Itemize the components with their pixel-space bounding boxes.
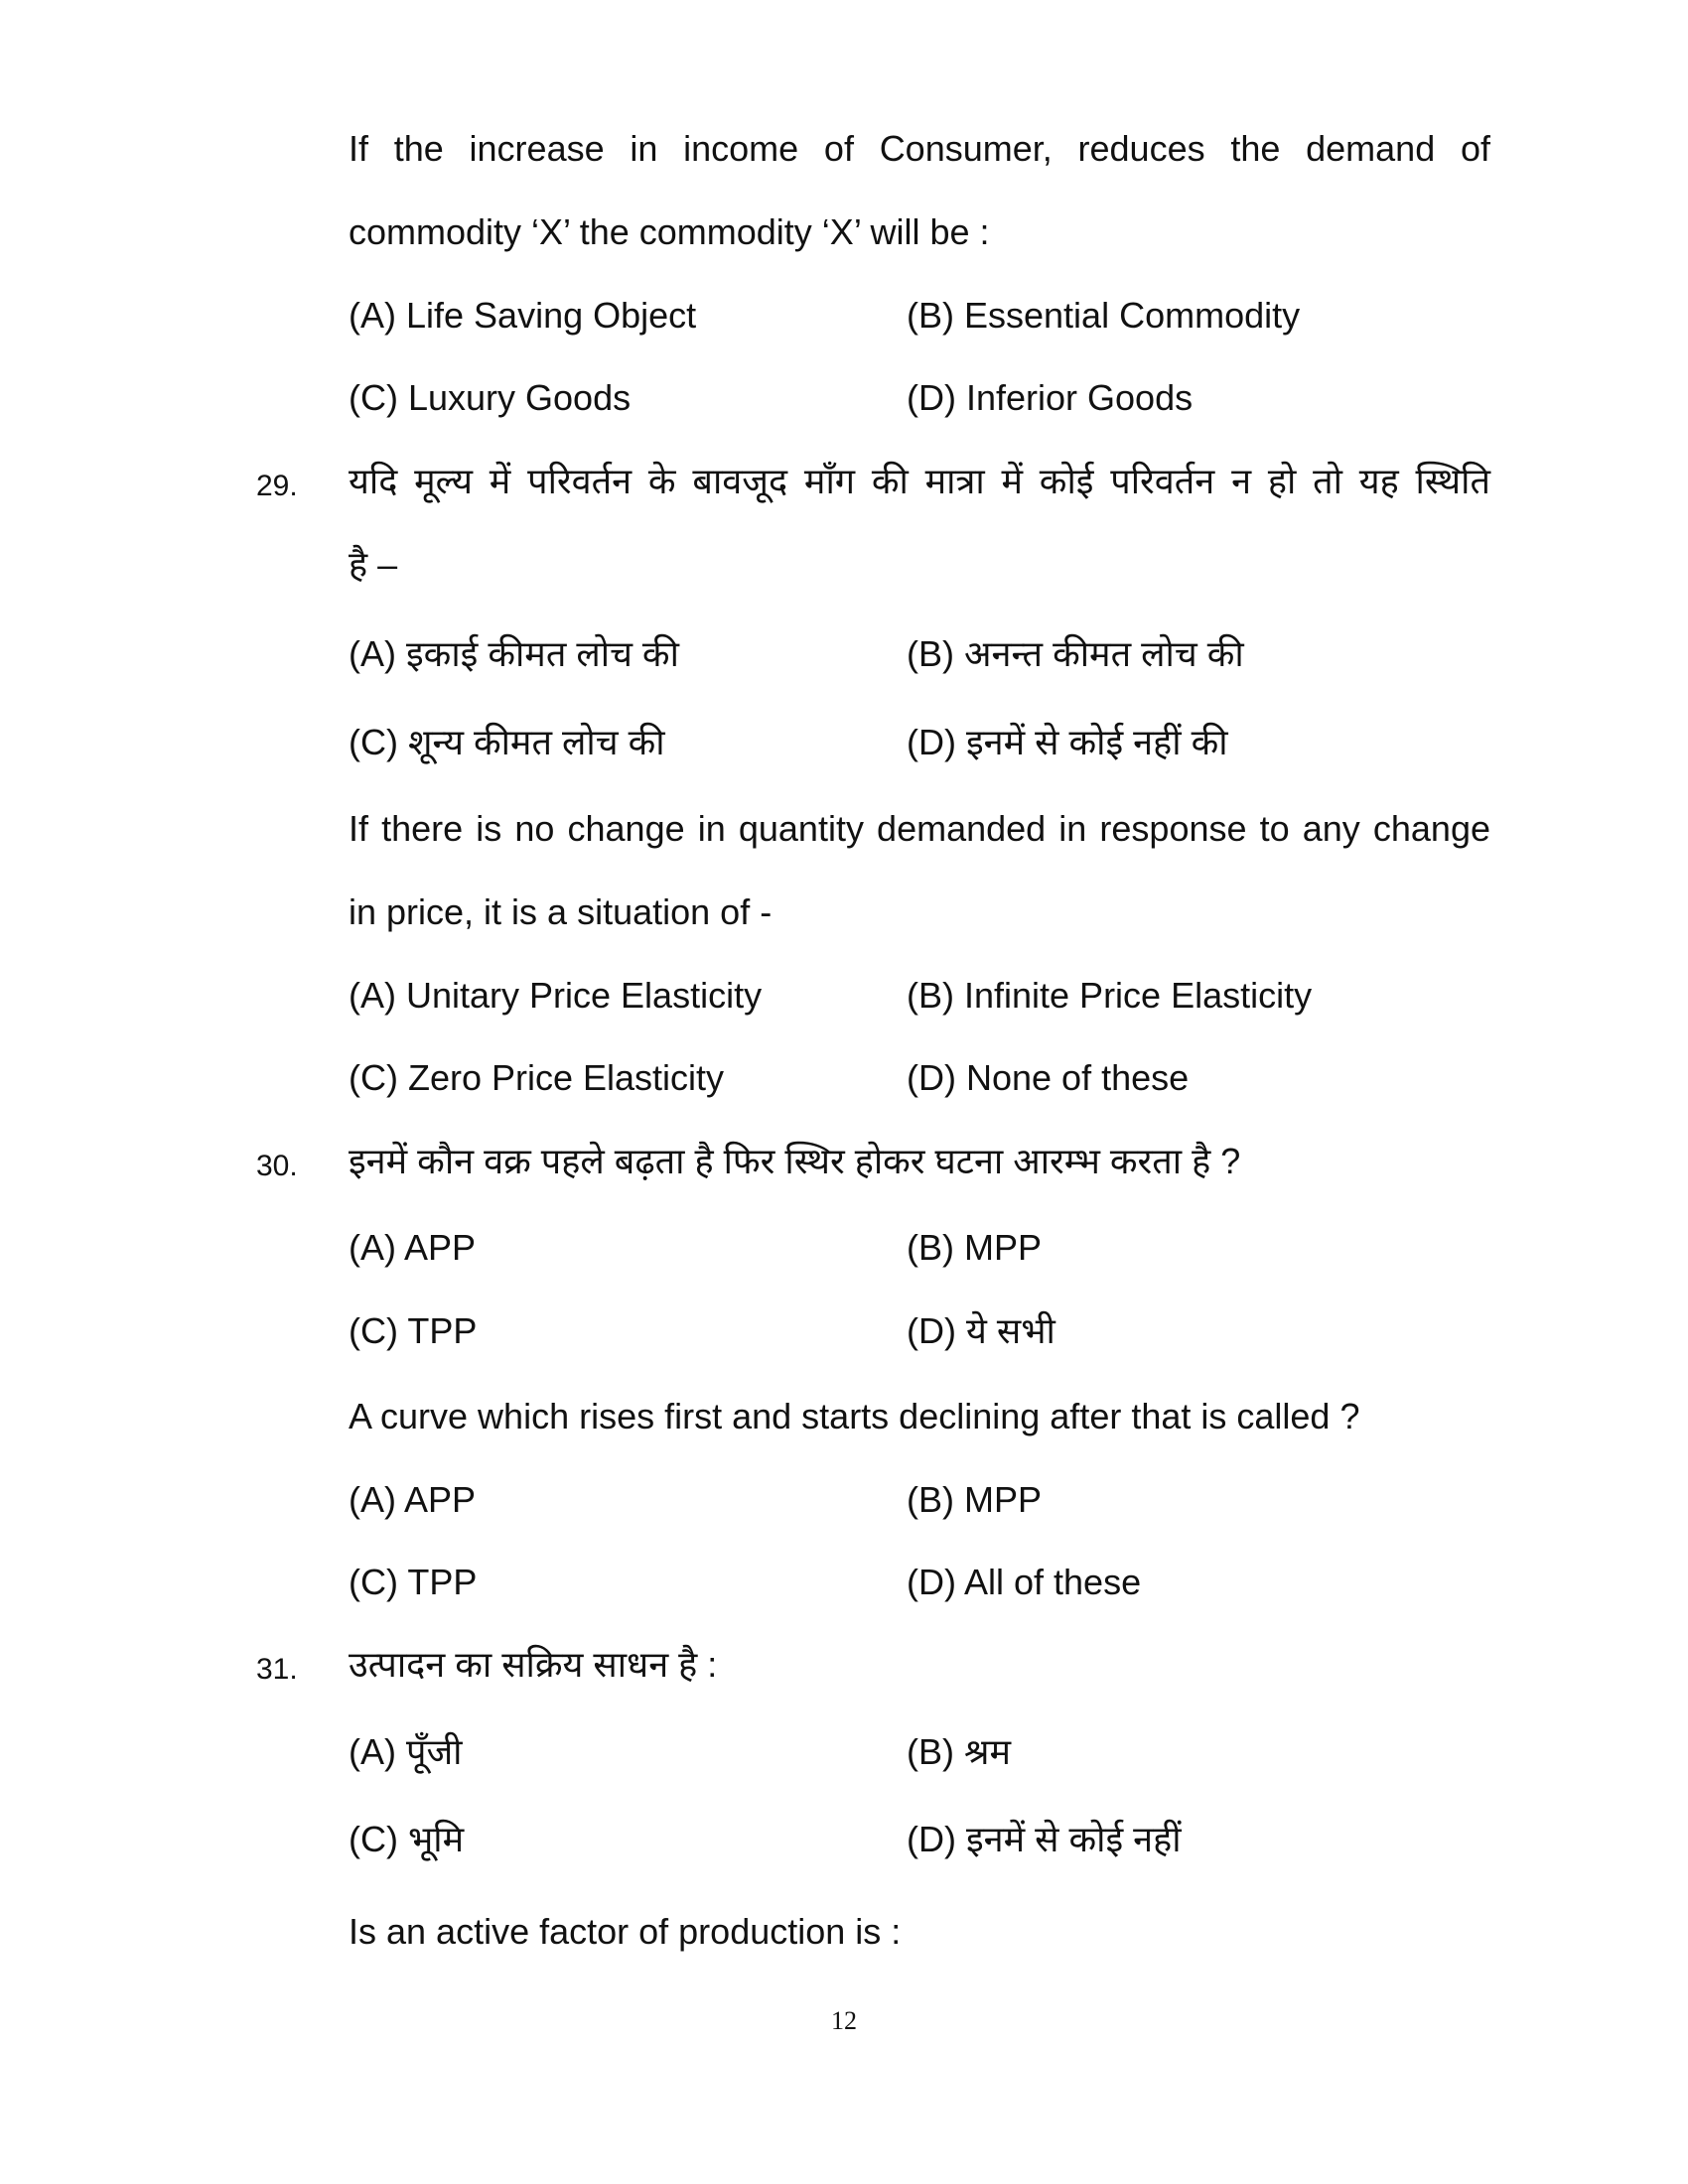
q29-english-line-1: If there is no change in quantity demanded in response to any change (349, 808, 1490, 849)
q31-hindi-option-a: (A) पूँजी (349, 1731, 463, 1772)
q30-hindi-line-1: इनमें कौन वक्र पहले बढ़ता है फिर स्थिर होकर घटना आरम्भ करता है ? (349, 1141, 1241, 1181)
q29-english-option-c: (C) Zero Price Elasticity (349, 1057, 725, 1098)
q30-english-option-c: (C) TPP (349, 1562, 478, 1602)
q30-hindi-option-b: (B) MPP (907, 1227, 1043, 1268)
q28-english-line-2: commodity ‘X’ the commodity ‘X’ will be : (349, 211, 990, 252)
q28-english-line-1: If the increase in income of Consumer, reduces the demand of (349, 128, 1490, 169)
q28-option-c: (C) Luxury Goods (349, 377, 632, 418)
q30-hindi-option-c: (C) TPP (349, 1310, 478, 1351)
page-number: 12 (831, 2006, 857, 2035)
q29-number: 29. (256, 470, 298, 502)
q31-hindi-option-b: (B) श्रम (907, 1731, 1012, 1772)
q31-hindi-option-d: (D) इनमें से कोई नहीं (907, 1819, 1182, 1859)
q31-hindi-line-1: उत्पादन का सक्रिय साधन है : (349, 1644, 718, 1685)
q28-option-d: (D) Inferior Goods (907, 377, 1194, 418)
q31-number: 31. (256, 1653, 298, 1686)
q29-hindi-option-a: (A) इकाई कीमत लोच की (349, 633, 679, 674)
q29-hindi-option-d: (D) इनमें से कोई नहीं की (907, 722, 1228, 762)
q28-option-a: (A) Life Saving Object (349, 295, 697, 336)
q31-english-line-1: Is an active factor of production is : (349, 1911, 902, 1952)
q31-hindi-option-c: (C) भूमि (349, 1819, 465, 1859)
q30-number: 30. (256, 1150, 298, 1182)
q30-english-option-b: (B) MPP (907, 1479, 1043, 1520)
q29-hindi-option-c: (C) शून्य कीमत लोच की (349, 722, 665, 762)
q29-english-option-d: (D) None of these (907, 1057, 1190, 1098)
q30-hindi-option-a: (A) APP (349, 1227, 477, 1268)
q28-option-b: (B) Essential Commodity (907, 295, 1301, 336)
q29-hindi-line-1: यदि मूल्य में परिवर्तन के बावजूद माँग की मात्रा में कोई परिवर्तन न हो तो यह स्थिति (349, 461, 1490, 501)
q29-hindi-option-b: (B) अनन्त कीमत लोच की (907, 633, 1244, 674)
q30-hindi-option-d: (D) ये सभी (907, 1310, 1055, 1351)
q29-english-line-2: in price, it is a situation of - (349, 891, 773, 932)
q30-english-line-1: A curve which rises first and starts declining after that is called ? (349, 1396, 1360, 1436)
q29-english-option-a: (A) Unitary Price Elasticity (349, 975, 763, 1016)
q29-english-option-b: (B) Infinite Price Elasticity (907, 975, 1313, 1016)
q29-hindi-line-2: है – (349, 544, 398, 585)
q30-english-option-a: (A) APP (349, 1479, 477, 1520)
q30-english-option-d: (D) All of these (907, 1562, 1142, 1602)
